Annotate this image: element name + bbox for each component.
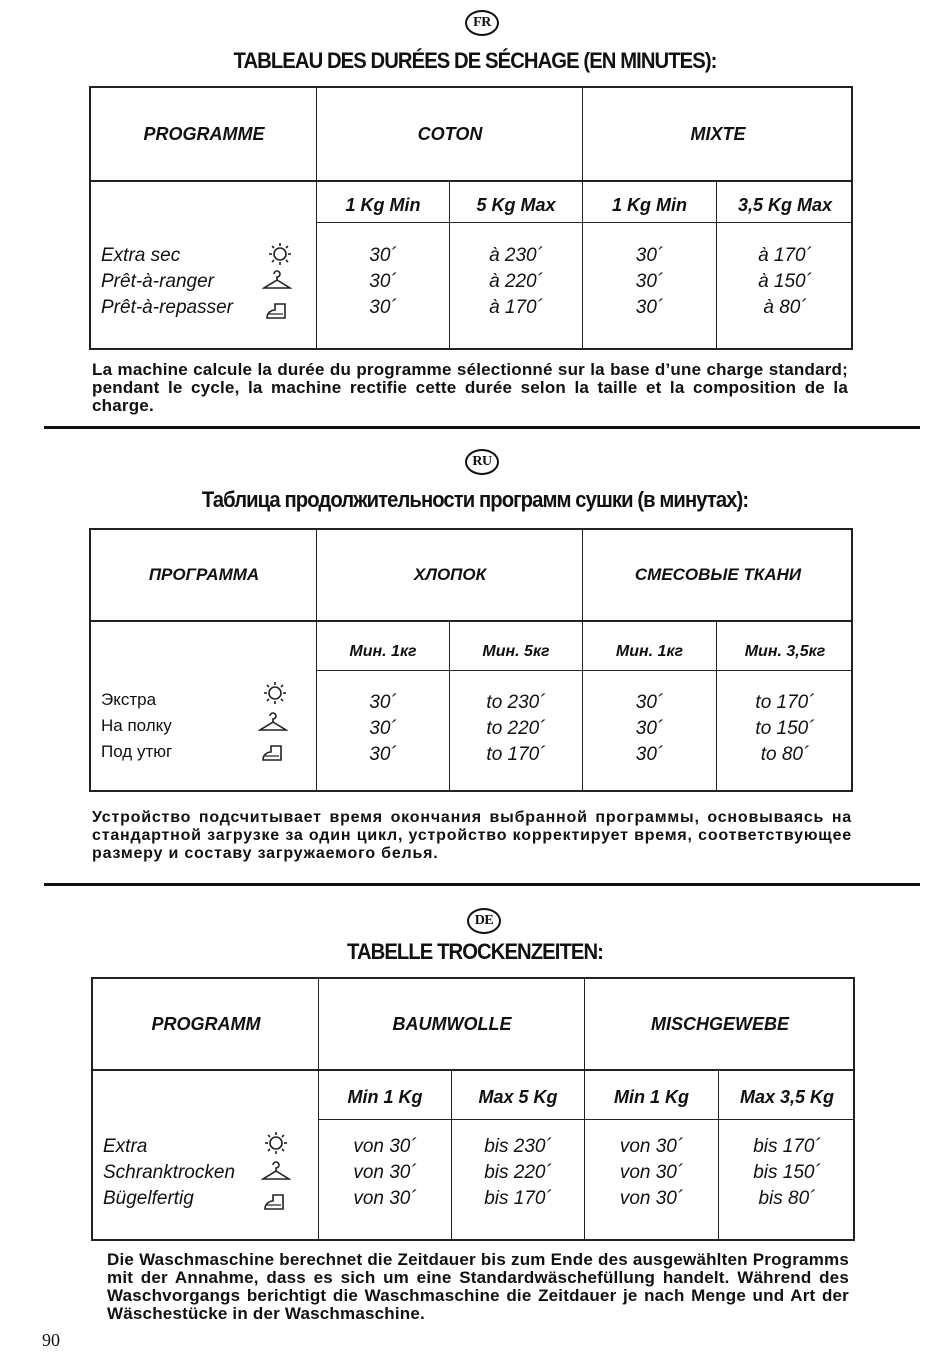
value-cell: to 170´ [755,692,815,713]
iron-icon [261,1189,291,1213]
program-ready-to-store: Prêt-à-ranger [101,271,214,292]
header-programme: PROGRAMM [151,1013,261,1034]
header-cotton: ХЛОПОК [413,565,487,584]
value-cell: 30´ [369,245,397,266]
subheader: Min 1 Kg [614,1086,689,1107]
table-header-row [91,530,851,622]
subheader: Мин. 5кг [482,643,550,660]
value-cell: bis 170´ [484,1188,552,1209]
value-cell: 30´ [369,692,397,713]
subheader: Мин. 1кг [615,643,684,660]
value-cell: à 220´ [489,271,543,292]
header-mixed: СМЕСОВЫЕ ТКАНИ [634,565,802,584]
value-cell: to 170´ [486,744,546,765]
header-mixed: MIXTE [690,123,746,144]
hanger-icon [261,1159,291,1183]
drying-table-ru [89,528,853,792]
value-cell: 30´ [369,297,397,318]
subheader: Min 1 Kg [347,1086,423,1107]
value-cell: bis 230´ [484,1136,552,1157]
value-cell: 30´ [369,718,397,739]
subheader: 3,5 Kg Max [737,194,833,215]
header-cotton: BAUMWOLLE [392,1013,512,1034]
value-cell: to 220´ [486,718,546,739]
value-cell: von 30´ [353,1162,417,1183]
value-cell: 30´ [635,744,664,765]
note-fr: La machine calcule la durée du programme sélectionné sur la base d’une charge standard; pendant le cycle, la machine rectifie cette durée selon la taille et la composition de la charge. [92,360,848,415]
value-cell: 30´ [635,718,664,739]
value-cell: 30´ [635,245,664,266]
value-cell: von 30´ [619,1188,684,1209]
subheader: Max 5 Kg [478,1086,558,1107]
value-cell: von 30´ [619,1162,684,1183]
value-cell: bis 170´ [753,1136,821,1157]
header-mixed: MISCHGEWEBE [650,1013,789,1034]
value-cell: 30´ [369,744,397,765]
value-cell: à 170´ [489,297,543,318]
value-cell: von 30´ [619,1136,684,1157]
subheader: 5 Kg Max [476,194,556,215]
section-divider [44,883,920,886]
value-cell: von 30´ [353,1136,417,1157]
program-ready-to-store: На полку [101,716,172,735]
value-cell: to 80´ [760,744,810,765]
drying-table-fr [89,86,853,350]
section-title-fr: TABLEAU DES DURÉES DE SÉCHAGE (EN MINUTES): [233,48,717,73]
note-de: Die Waschmaschine berechnet die Zeitdauer bis zum Ende des ausgewählten Programms mit der Annahme, dass es sich um eine Standardwäschefüllung handelt. Während des Waschvorgangs berichtigt die Waschmaschine die Zeitdauer je nach Menge und Art der Wäschestücke in der Waschmaschine. [107,1250,849,1323]
language-badge-fr: FR [465,10,499,36]
value-cell: à 230´ [489,245,543,266]
iron-icon [259,740,289,764]
subheader: Max 3,5 Kg [739,1086,835,1107]
value-cell: à 150´ [758,271,812,292]
subheader: 1 Kg Min [612,194,687,215]
table-header-row [91,88,851,182]
program-extra: Экстра [101,690,157,709]
program-ready-to-iron: Prêt-à-repasser [101,297,233,318]
value-cell: bis 80´ [758,1188,816,1209]
header-programme: ПРОГРАММА [148,565,260,584]
section-title-ru: Таблица продолжительности программ сушки (в минутах): [201,487,749,512]
sun-icon [260,681,290,705]
value-cell: to 230´ [486,692,546,713]
value-cell: von 30´ [353,1188,417,1209]
sun-icon [261,1131,291,1155]
value-cell: à 80´ [763,297,807,318]
program-ready-to-iron: Под утюг [101,742,173,761]
hanger-icon [258,710,288,734]
note-ru: Устройство подсчитывает время окончания выбранной программы, основываясь на стандартной загрузке за один цикл, устройство корректирует время, соответствующее размеру и составу загружаемого белья. [92,809,852,862]
program-extra: Extra [103,1136,148,1157]
header-programme: PROGRAMME [143,123,265,144]
section-divider [44,426,920,429]
value-cell: 30´ [635,692,664,713]
language-badge-ru: RU [465,449,499,475]
subheader: Мин. 3,5кг [744,643,826,660]
value-cell: 30´ [635,271,664,292]
value-cell: 30´ [635,297,664,318]
program-extra: Extra sec [101,245,181,266]
subheader: 1 Kg Min [345,194,421,215]
sun-icon [265,242,295,266]
page-number: 90 [42,1330,60,1350]
iron-icon [263,298,293,322]
program-ready-to-iron: Bügelfertig [103,1188,194,1209]
table-header-row [93,979,853,1071]
value-cell: 30´ [369,271,397,292]
value-cell: to 150´ [755,718,815,739]
program-ready-to-store: Schranktrocken [103,1162,236,1183]
subheader: Мин. 1кг [349,643,417,660]
section-title-de: TABELLE TROCKENZEITEN: [347,939,603,964]
value-cell: à 170´ [758,245,812,266]
language-badge-de: DE [467,908,501,934]
value-cell: bis 220´ [484,1162,552,1183]
header-cotton: COTON [417,123,483,144]
value-cell: bis 150´ [753,1162,821,1183]
hanger-icon [262,268,292,292]
drying-table-de [91,977,855,1241]
